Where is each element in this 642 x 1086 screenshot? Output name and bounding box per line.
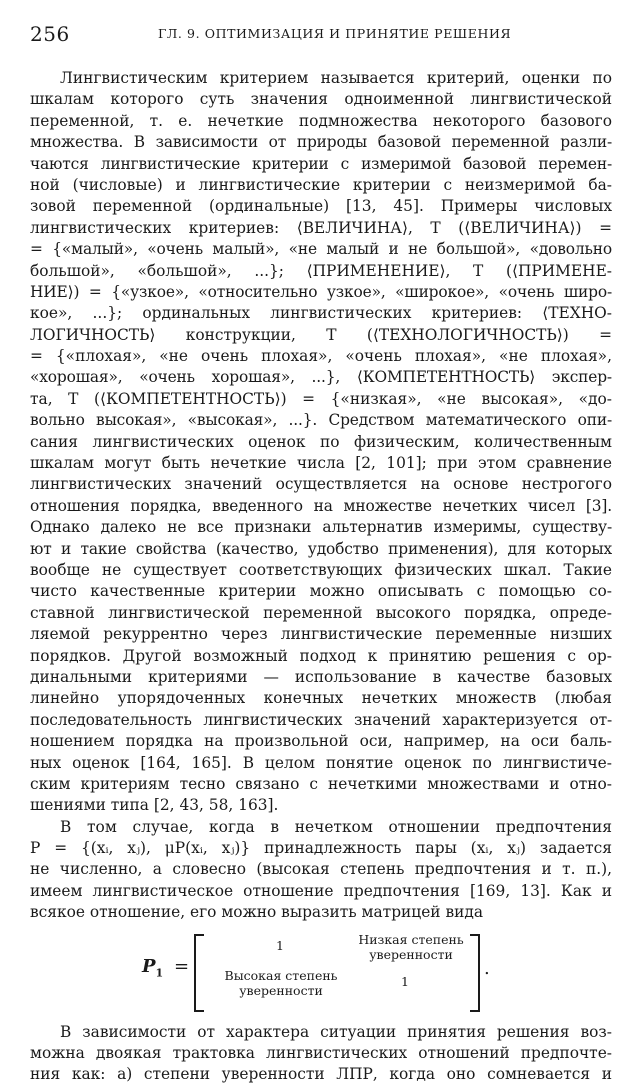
text-line: линейно упорядоченных конечных нечетких множеств (любая — [30, 689, 612, 708]
text-line: ных оценок [164, 165]. В целом понятие оценок по лингвистиче- — [30, 753, 612, 772]
text-line: ляемой рекуррентно через лингвистические переменные низших — [30, 625, 612, 644]
text-line: порядков. Другой возможный подход к принятию решения с ор- — [30, 646, 612, 665]
text-line: сания лингвистических оценок по физическим, количественным — [30, 432, 612, 451]
text-line: кое», ...}; ординальных лингвистических критериев: ⟨ТЕХНО- — [30, 304, 612, 323]
text-line: лингвистических критериев: ⟨ВЕЛИЧИНА⟩, T (⟨ВЕЛИЧИНА⟩) = — [30, 218, 612, 237]
text-line: = {«малый», «очень малый», «не малый и не большой», «довольно — [30, 240, 612, 259]
text-line: P = {(xᵢ, xⱼ), μP(xᵢ, xⱼ)} принадлежность пары (xᵢ, xⱼ) задается — [30, 839, 612, 858]
matrix-cell-r1c2: Низкая степень уверенности — [358, 931, 464, 962]
text-line: зовой переменной (ординальные) [13, 45]. Примеры числовых — [30, 197, 612, 216]
text-line: динальными критериями — использование в качестве базовых — [30, 667, 612, 686]
text-line: шкалам могут быть нечеткие числа [2, 101]; при этом сравнение — [30, 454, 612, 473]
matrix-subscript: 1 — [155, 966, 164, 980]
text-line: чаются лингвистические критерии с измеримой базовой перемен- — [30, 154, 612, 173]
text-line: та, T (⟨КОМПЕТЕНТНОСТЬ⟩) = {«низкая», «не высокая», «до- — [30, 389, 612, 408]
text-line: множества. В зависимости от природы базовой переменной разли- — [30, 133, 612, 152]
text-line: лингвистических значений осуществляется на основе нестрогого — [30, 475, 612, 494]
text-line: большой», «большой», ...}; ⟨ПРИМЕНЕНИЕ⟩, T (⟨ПРИМЕНЕ- — [30, 261, 612, 280]
text-line: ЛОГИЧНОСТЬ⟩ конструкции, T (⟨ТЕХНОЛОГИЧНОСТЬ⟩) = — [30, 325, 612, 344]
text-line: ским критериям тесно связано с нечеткими множествами и отно- — [30, 774, 612, 793]
text-line: чисто качественные критерии можно описывать с помощью со- — [30, 582, 612, 601]
text-line: шениями типа [2, 43, 58, 163]. — [30, 796, 279, 815]
text-line: ставной лингвистической переменной высокого порядка, опреде- — [30, 603, 612, 622]
formula-end-mark: . — [484, 957, 490, 979]
text-line: вообще не существует соответствующих физических шкал. Такие — [30, 560, 612, 579]
paragraph-interpretation — [30, 1022, 612, 1086]
text-line: можна двоякая трактовка лингвистических отношений предпочте- — [30, 1044, 612, 1063]
matrix-symbol — [142, 956, 163, 984]
page-header — [30, 22, 614, 46]
text-line: последовательность лингвистических значений характеризуется от- — [30, 710, 612, 729]
running-head: ГЛ. 9. ОПТИМИЗАЦИЯ И ПРИНЯТИЕ РЕШЕНИЯ — [158, 26, 512, 41]
matrix-symbol-letter: P — [142, 955, 156, 977]
text-line: шкалам которого суть значения одноименной лингвистической — [30, 90, 612, 109]
text-line: вольно высокая», «высокая», ...}. Средством математического опи- — [30, 411, 612, 430]
paragraph-linguistic-preference — [30, 817, 612, 924]
text-line: = {«плохая», «не очень плохая», «очень плохая», «не плохая», — [30, 347, 612, 366]
text-line: В зависимости от характера ситуации принятия решения воз- — [60, 1022, 612, 1041]
text-line: В том случае, когда в нечетком отношении предпочтения — [60, 817, 612, 836]
text-line: имеем лингвистическое отношение предпочтения [169, 13]. Как и — [30, 881, 612, 900]
page-number: 256 — [30, 22, 70, 46]
text-line: Однако далеко не все признаки альтернатив измеримы, существу- — [30, 518, 612, 537]
matrix-cell-r2c1: Высокая степень уверенности — [224, 967, 338, 998]
matrix-cell-r2c2: 1 — [401, 973, 409, 989]
paragraph-linguistic-criteria — [30, 68, 612, 817]
text-line: ной (числовые) и лингвистические критерии с неизмеримой ба- — [30, 175, 612, 194]
text-line: Лингвистическим критерием называется критерий, оценки по — [60, 69, 612, 87]
equals-sign: = — [174, 955, 190, 977]
text-line: переменной, т. е. нечеткие подмножества некоторого базового — [30, 111, 612, 130]
text-line: ния как: а) степени уверенности ЛПР, когда оно сомневается и — [30, 1065, 612, 1084]
page-body — [30, 68, 612, 1086]
text-line: «хорошая», «очень хорошая», ...}, ⟨КОМПЕТЕНТНОСТЬ⟩ экспер- — [30, 368, 612, 387]
text-line: отношения порядка, введенного на множестве нечетких чисел [3]. — [30, 496, 612, 515]
text-line: НИЕ⟩) = {«узкое», «относительно узкое», «широкое», «очень широ- — [30, 282, 612, 301]
text-line: всякое отношение, его можно выразить матрицей вида — [30, 903, 484, 922]
matrix-cell-r1c1: 1 — [276, 937, 284, 953]
text-line: ют и такие свойства (качество, удобство применения), для которых — [30, 539, 612, 558]
text-line: не численно, а словесно (высокая степень предпочтения и т. п.), — [30, 860, 612, 879]
text-line: ношением порядка на произвольной оси, например, на оси баль- — [30, 732, 612, 751]
